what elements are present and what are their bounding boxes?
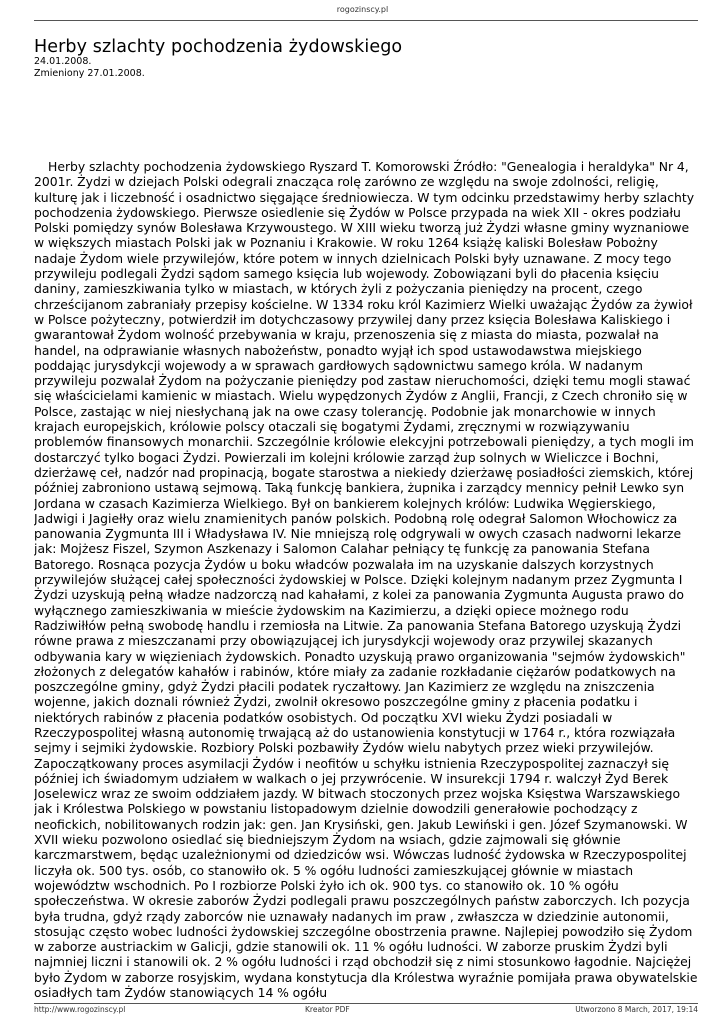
footer-creator: Kreator PDF xyxy=(305,1005,350,1014)
footer-url-link[interactable]: http://www.rogozinscy.pl xyxy=(34,1005,126,1014)
modified-date: Zmieniony 27.01.2008. xyxy=(34,68,145,79)
article-body xyxy=(34,159,698,1002)
footer-created-date: Utworzono 8 March, 2017, 19:14 xyxy=(575,1005,698,1014)
page-title: Herby szlachty pochodzenia żydowskiego xyxy=(34,37,403,57)
footer-rule xyxy=(34,1003,698,1004)
created-date: 24.01.2008. xyxy=(34,56,92,67)
site-header: rogozinscy.pl xyxy=(336,5,389,14)
article-text: Herby szlachty pochodzenia żydowskiego Ryszard T. Komorowski Źródło: "Genealogia i heraldyka" Nr 4, 2001r. Żydzi w dziejach Polski odegrali znacząca rolę zarówno ze względu na swoje zdolności, religię, kulturę jak i liczebność i osadnictwo sięgające średniowiecza. W tym odcinku przedstawimy herby szlachty pochodzenia żydowskiego. Pierwsze osiedlenie się Żydów w Polsce przypada na wiek XII - okres podziału Polski pomiędzy synów Bolesława Krzywoustego. W XIII wieku tworzą już Żydzi własne gminy wyznaniowe w większych miastach Polski jak w Poznaniu i Krakowie. W roku 1264 książę kaliski Bolesław Pobożny nadaje Żydom wiele przywilejów, które potem w innych dzielnicach Polski były uznawane. Z mocy tego przywileju podlegali Żydzi sądom samego księcia lub wojewody. Zobowiązani byli do płacenia księciu daniny, zamieszkiwania tylko w miastach, w których żyli z pożyczania pieniędzy na procent, czego chrześcijanom zabraniały przepisy kościelne. W 1334 roku król Kazimierz Wielki uważając Żydów za żywioł w Polsce pożyteczny, potwierdził im dotychczasowy przywilej dany przez księcia Bolesława Kaliskiego i gwarantował Żydom wolność przebywania w kraju, przenoszenia się z miasta do miasta, pozwalał na handel, na odprawianie własnych nabożeństw, ponadto wyjął ich spod ustawodawstwa miejskiego poddając jurysdykcji wojewody a w sprawach gardłowych sądownictwu samego króla. W nadanym przywileju pozwalał Żydom na pożyczanie pieniędzy pod zastaw nieruchomości, dzięki temu mogli stawać się właścicielami kamienic w miastach. Wielu wypędzonych Żydów z Anglii, Francji, z Czech chroniło się w Polsce, zastając w niej niesłychaną jak na owe czasy tolerancję. Podobnie jak monarchowie w innych krajach europejskich, królowie polscy otaczali się bogatymi Żydami, zręcznymi w rozwiązywaniu problemów finansowych monarchii. Szczególnie królowie elekcyjni potrzebowali pieniędzy, a tych mogli im dostarczyć tylko bogaci Żydzi. Powierzali im kolejni królowie zarząd żup solnych w Wieliczce i Bochni, dzierżawę ceł, nadzór nad propinacją, bogate starostwa a niekiedy dzierżawę posiadłości ziemskich, której później zabroniono ustawą sejmową. Taką funkcję bankiera, żupnika i zarządcy mennicy pełnił Lewko syn Jordana w czasach Kazimierza Wielkiego. Był on bankierem kolejnych królów: Ludwika Węgierskiego, Jadwigi i Jagiełły oraz wielu znamienitych panów polskich. Podobną rolę odegrał Salomon Włochowicz za panowania Zygmunta III i Władysława IV. Nie mniejszą rolę odgrywali w owych czasach nadworni lekarze jak: Mojżesz Fiszel, Szymon Aszkenazy i Salomon Calahar pełniący tę funkcję za panowania Stefana Batorego. Rosnąca pozycja Żydów u boku władców pozwalała im na uzyskanie dalszych korzystnych przywilejów służącej całej społeczności żydowskiej w Polsce. Dzięki kolejnym nadanym przez Zygmunta I Żydzi uzyskują pełną władze nadzorczą nad kahałami, z kolei za panowania Zygmunta Augusta prawo do wyłącznego zamieszkiwania w mieście żydowskim na Kazimierzu, a dzięki opiece możnego rodu Radziwiłłów pełną swobodę handlu i rzemiosła na Litwie. Za panowania Stefana Batorego uzyskują Żydzi równe prawa z mieszczanami przy obowiązującej ich jurysdykcji wojewody oraz przywilej skazanych odbywania kary w więzieniach żydowskich. Ponadto uzyskują prawo organizowania "sejmów żydowskich" złożonych z delegatów kahałów i rabinów, które miały za zadanie rozkładanie ciężarów podatkowych na poszczególne gminy, gdyż Żydzi płacili podatek ryczałtowy. Jan Kazimierz ze względu na zniszczenia wojenne, jakich doznali również Żydzi, zwolnił okresowo poszczególne gminy z płacenia podatku i niektórych rabinów z płacenia podatków osobistych. Od początku XVI wieku Żydzi posiadali w Rzeczypospolitej własną autonomię trwającą aż do ustanowienia konstytucji w 1764 r., która rozwiązała sejmy i sejmiki żydowskie. Rozbiory Polski pozbawiły Żydów wielu nabytych przez wieki przywilejów. Zapoczątkowany proces asymilacji Żydów i neofitów u schyłku istnienia Rzeczypospolitej zaznaczył się później ich świadomym udziałem w walkach o jej przywrócenie. W insurekcji 1794 r. walczył Żyd Berek Joselewicz wraz ze swoim oddziałem jazdy. W bitwach stoczonych przez wojska Księstwa Warszawskiego jak i Królestwa Polskiego w powstaniu listopadowym dzielnie dowodzili generałowie pochodzący z neofickich, nobilitowanych rodzin jak: gen. Jan Krysiński, gen. Jakub Lewiński i gen. Józef Szymanowski. W XVII wieku pozwolono osiedlać się biedniejszym Żydom na wsiach, gdzie zajmowali się głównie karczmarstwem, będąc uzależnionymi od dziedziców wsi. Wówczas ludność żydowska w Rzeczypospolitej liczyła ok. 500 tys. osób, co stanowiło ok. 5 % ogółu ludności zamieszkującej głównie w miastach województw wschodnich. Po I rozbiorze Polski żyło ich ok. 900 tys. co stanowiło ok. 10 % ogółu społeczeństwa. W okresie zaborów Żydzi podlegali prawu poszczególnych państw zaborczych. Ich pozycja była trudna, gdyż rządy zaborców nie uznawały nadanych im praw , zwłaszcza w dziedzinie autonomii, stosując często wobec ludności żydowskiej szczególne obostrzenia prawne. Najlepiej powodziło się Żydom w zaborze austriackim w Galicji, gdzie stanowili ok. 11 % ogółu ludności. W zaborze pruskim Żydzi byli najmniej liczni i stanowili ok. 2 % ogółu ludności i rząd obchodził się z nimi stosunkowo łagodnie. Najciężej było Żydom w zaborze rosyjskim, wydana konstytucja dla Królestwa wyraźnie pomijała prawa obywatelskie osiadłych tam Żydów stanowiących 14 % ogółu xyxy=(34,159,698,1001)
header-rule xyxy=(34,20,698,21)
